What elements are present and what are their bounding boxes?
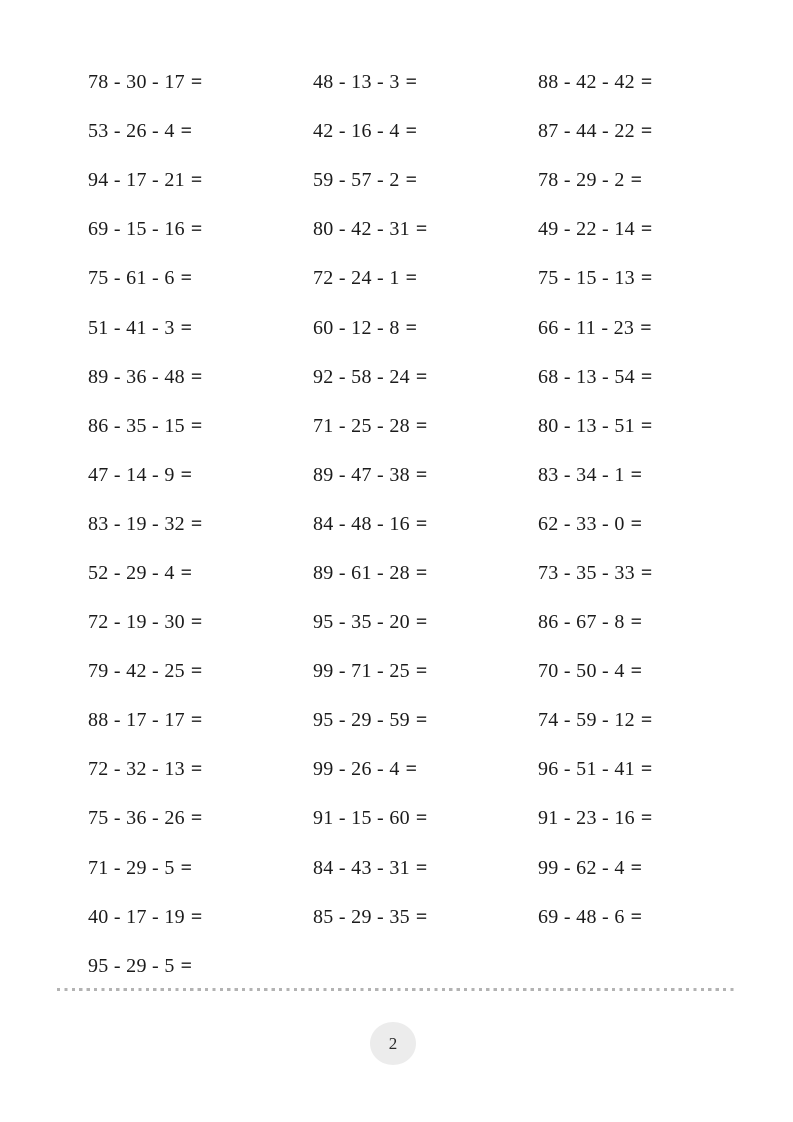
equals-sign: = (190, 905, 203, 928)
problem-expression: 83 - 34 - 1 (538, 463, 625, 486)
problem (313, 844, 538, 893)
problem-expression: 99 - 71 - 25 (313, 660, 410, 683)
equals-sign: = (180, 856, 193, 879)
page-number: 2 (388, 1033, 398, 1053)
problem (313, 500, 538, 549)
equals-sign: = (415, 414, 428, 437)
problem-expression: 80 - 13 - 51 (538, 414, 635, 437)
problem-expression: 75 - 61 - 6 (88, 267, 175, 290)
problem-expression: 80 - 42 - 31 (313, 218, 410, 241)
problem (538, 844, 763, 893)
equals-sign: = (190, 512, 203, 535)
equals-sign: = (630, 512, 643, 535)
problem-expression: 74 - 59 - 12 (538, 709, 635, 732)
problem (88, 353, 313, 402)
problem (88, 205, 313, 254)
problem (88, 58, 313, 107)
problem (313, 353, 538, 402)
problem-expression: 69 - 15 - 16 (88, 218, 185, 241)
problem-expression: 47 - 14 - 9 (88, 463, 175, 486)
equals-sign: = (190, 414, 203, 437)
equals-sign: = (640, 758, 653, 781)
problem-expression: 40 - 17 - 19 (88, 905, 185, 928)
equals-sign: = (630, 660, 643, 683)
equals-sign: = (640, 316, 652, 339)
problem (88, 451, 313, 500)
equals-sign: = (190, 365, 203, 388)
problem-expression: 75 - 15 - 13 (538, 267, 635, 290)
problem (88, 254, 313, 303)
problem (88, 647, 313, 696)
problem-expression: 53 - 26 - 4 (88, 120, 175, 143)
equals-sign: = (415, 365, 428, 388)
problem-expression: 60 - 12 - 8 (313, 316, 400, 339)
problem (313, 107, 538, 156)
equals-sign: = (180, 561, 193, 584)
problem-expression: 69 - 48 - 6 (538, 905, 625, 928)
problem (538, 402, 763, 451)
problem-expression: 84 - 48 - 16 (313, 512, 410, 535)
equals-sign: = (630, 856, 643, 879)
problem-expression: 83 - 19 - 32 (88, 512, 185, 535)
problem (313, 598, 538, 647)
problem (313, 794, 538, 843)
problem-expression: 91 - 23 - 16 (538, 807, 635, 830)
equals-sign: = (640, 71, 653, 94)
problem-expression: 88 - 17 - 17 (88, 709, 185, 732)
equals-sign: = (405, 316, 418, 339)
problem-expression: 78 - 29 - 2 (538, 169, 625, 192)
problem-expression: 66 - 11 - 23 (538, 316, 635, 339)
problem (313, 156, 538, 205)
equals-sign: = (640, 709, 653, 732)
equals-sign: = (415, 660, 428, 683)
equals-sign: = (630, 905, 643, 928)
equals-sign: = (180, 316, 193, 339)
problem (538, 156, 763, 205)
equals-sign: = (415, 807, 428, 830)
equals-sign: = (640, 365, 653, 388)
problem (538, 451, 763, 500)
equals-sign: = (640, 267, 653, 290)
equals-sign: = (640, 120, 653, 143)
problem-expression: 92 - 58 - 24 (313, 365, 410, 388)
equals-sign: = (415, 561, 428, 584)
problem (313, 303, 538, 352)
problems-column-1 (88, 58, 313, 991)
equals-sign: = (630, 611, 643, 634)
equals-sign: = (415, 218, 428, 241)
problem-expression: 89 - 36 - 48 (88, 365, 185, 388)
equals-sign: = (415, 512, 428, 535)
equals-sign: = (190, 169, 203, 192)
page-number-badge (370, 1022, 416, 1065)
problem (538, 58, 763, 107)
problem-expression: 79 - 42 - 25 (88, 660, 185, 683)
problem (538, 893, 763, 942)
equals-sign: = (190, 71, 203, 94)
equals-sign: = (405, 267, 418, 290)
problem (313, 58, 538, 107)
equals-sign: = (405, 71, 418, 94)
equals-sign: = (630, 463, 643, 486)
problem (538, 500, 763, 549)
problem (313, 893, 538, 942)
problem-expression: 89 - 47 - 38 (313, 463, 410, 486)
problem-expression: 48 - 13 - 3 (313, 71, 400, 94)
problem (538, 549, 763, 598)
problem (88, 844, 313, 893)
problem-expression: 73 - 35 - 33 (538, 561, 635, 584)
equals-sign: = (640, 414, 653, 437)
problem-expression: 42 - 16 - 4 (313, 120, 400, 143)
equals-sign: = (640, 807, 653, 830)
problem (313, 549, 538, 598)
problem (538, 696, 763, 745)
problem (88, 942, 313, 991)
problem (88, 893, 313, 942)
problem-expression: 86 - 67 - 8 (538, 611, 625, 634)
problem (313, 402, 538, 451)
problem-expression: 91 - 15 - 60 (313, 807, 410, 830)
problem-expression: 96 - 51 - 41 (538, 758, 635, 781)
problem (88, 549, 313, 598)
equals-sign: = (640, 561, 653, 584)
problem-expression: 70 - 50 - 4 (538, 660, 625, 683)
equals-sign: = (415, 463, 428, 486)
problem-expression: 78 - 30 - 17 (88, 71, 185, 94)
problem-expression: 49 - 22 - 14 (538, 218, 635, 241)
problem (88, 500, 313, 549)
problem (313, 254, 538, 303)
problem-expression: 86 - 35 - 15 (88, 414, 185, 437)
problem (538, 254, 763, 303)
problem-expression: 72 - 24 - 1 (313, 267, 400, 290)
problem (88, 745, 313, 794)
problem-expression: 89 - 61 - 28 (313, 561, 410, 584)
problem (538, 598, 763, 647)
problems-column-2 (313, 58, 538, 942)
problem (538, 745, 763, 794)
problem-expression: 99 - 62 - 4 (538, 856, 625, 879)
equals-sign: = (190, 709, 203, 732)
equals-sign: = (640, 218, 653, 241)
problem-expression: 59 - 57 - 2 (313, 169, 400, 192)
equals-sign: = (190, 218, 203, 241)
problem (538, 303, 763, 352)
problem-expression: 99 - 26 - 4 (313, 758, 400, 781)
equals-sign: = (180, 267, 193, 290)
problem (313, 647, 538, 696)
problem (313, 451, 538, 500)
equals-sign: = (630, 169, 643, 192)
problem-expression: 68 - 13 - 54 (538, 365, 635, 388)
dotted-divider (57, 988, 738, 991)
equals-sign: = (180, 954, 193, 977)
problem-expression: 75 - 36 - 26 (88, 807, 185, 830)
problem (88, 402, 313, 451)
equals-sign: = (415, 709, 428, 732)
problem-expression: 84 - 43 - 31 (313, 856, 410, 879)
problem (88, 156, 313, 205)
equals-sign: = (180, 120, 193, 143)
equals-sign: = (415, 611, 428, 634)
problem-expression: 71 - 29 - 5 (88, 856, 175, 879)
problem-expression: 52 - 29 - 4 (88, 561, 175, 584)
problem-expression: 87 - 44 - 22 (538, 120, 635, 143)
problem (538, 107, 763, 156)
problem (88, 303, 313, 352)
problem (313, 745, 538, 794)
equals-sign: = (415, 905, 428, 928)
problem-expression: 72 - 19 - 30 (88, 611, 185, 634)
equals-sign: = (405, 169, 418, 192)
problem (88, 107, 313, 156)
equals-sign: = (415, 856, 428, 879)
problem (88, 696, 313, 745)
problem-expression: 94 - 17 - 21 (88, 169, 185, 192)
problem (313, 696, 538, 745)
problem (538, 647, 763, 696)
problem-expression: 71 - 25 - 28 (313, 414, 410, 437)
problem (88, 598, 313, 647)
problem-expression: 88 - 42 - 42 (538, 71, 635, 94)
problem (313, 205, 538, 254)
problem-expression: 95 - 29 - 59 (313, 709, 410, 732)
equals-sign: = (180, 463, 193, 486)
problem-expression: 95 - 35 - 20 (313, 611, 410, 634)
equals-sign: = (405, 120, 418, 143)
equals-sign: = (190, 758, 203, 781)
problems-column-3 (538, 58, 763, 942)
problem-expression: 85 - 29 - 35 (313, 905, 410, 928)
problem-expression: 62 - 33 - 0 (538, 512, 625, 535)
problem (88, 794, 313, 843)
problem-expression: 95 - 29 - 5 (88, 954, 175, 977)
problem (538, 794, 763, 843)
problem (538, 353, 763, 402)
problem (538, 205, 763, 254)
equals-sign: = (190, 807, 203, 830)
problem-expression: 72 - 32 - 13 (88, 758, 185, 781)
problem-expression: 51 - 41 - 3 (88, 316, 175, 339)
equals-sign: = (190, 660, 203, 683)
equals-sign: = (405, 758, 418, 781)
equals-sign: = (190, 611, 203, 634)
